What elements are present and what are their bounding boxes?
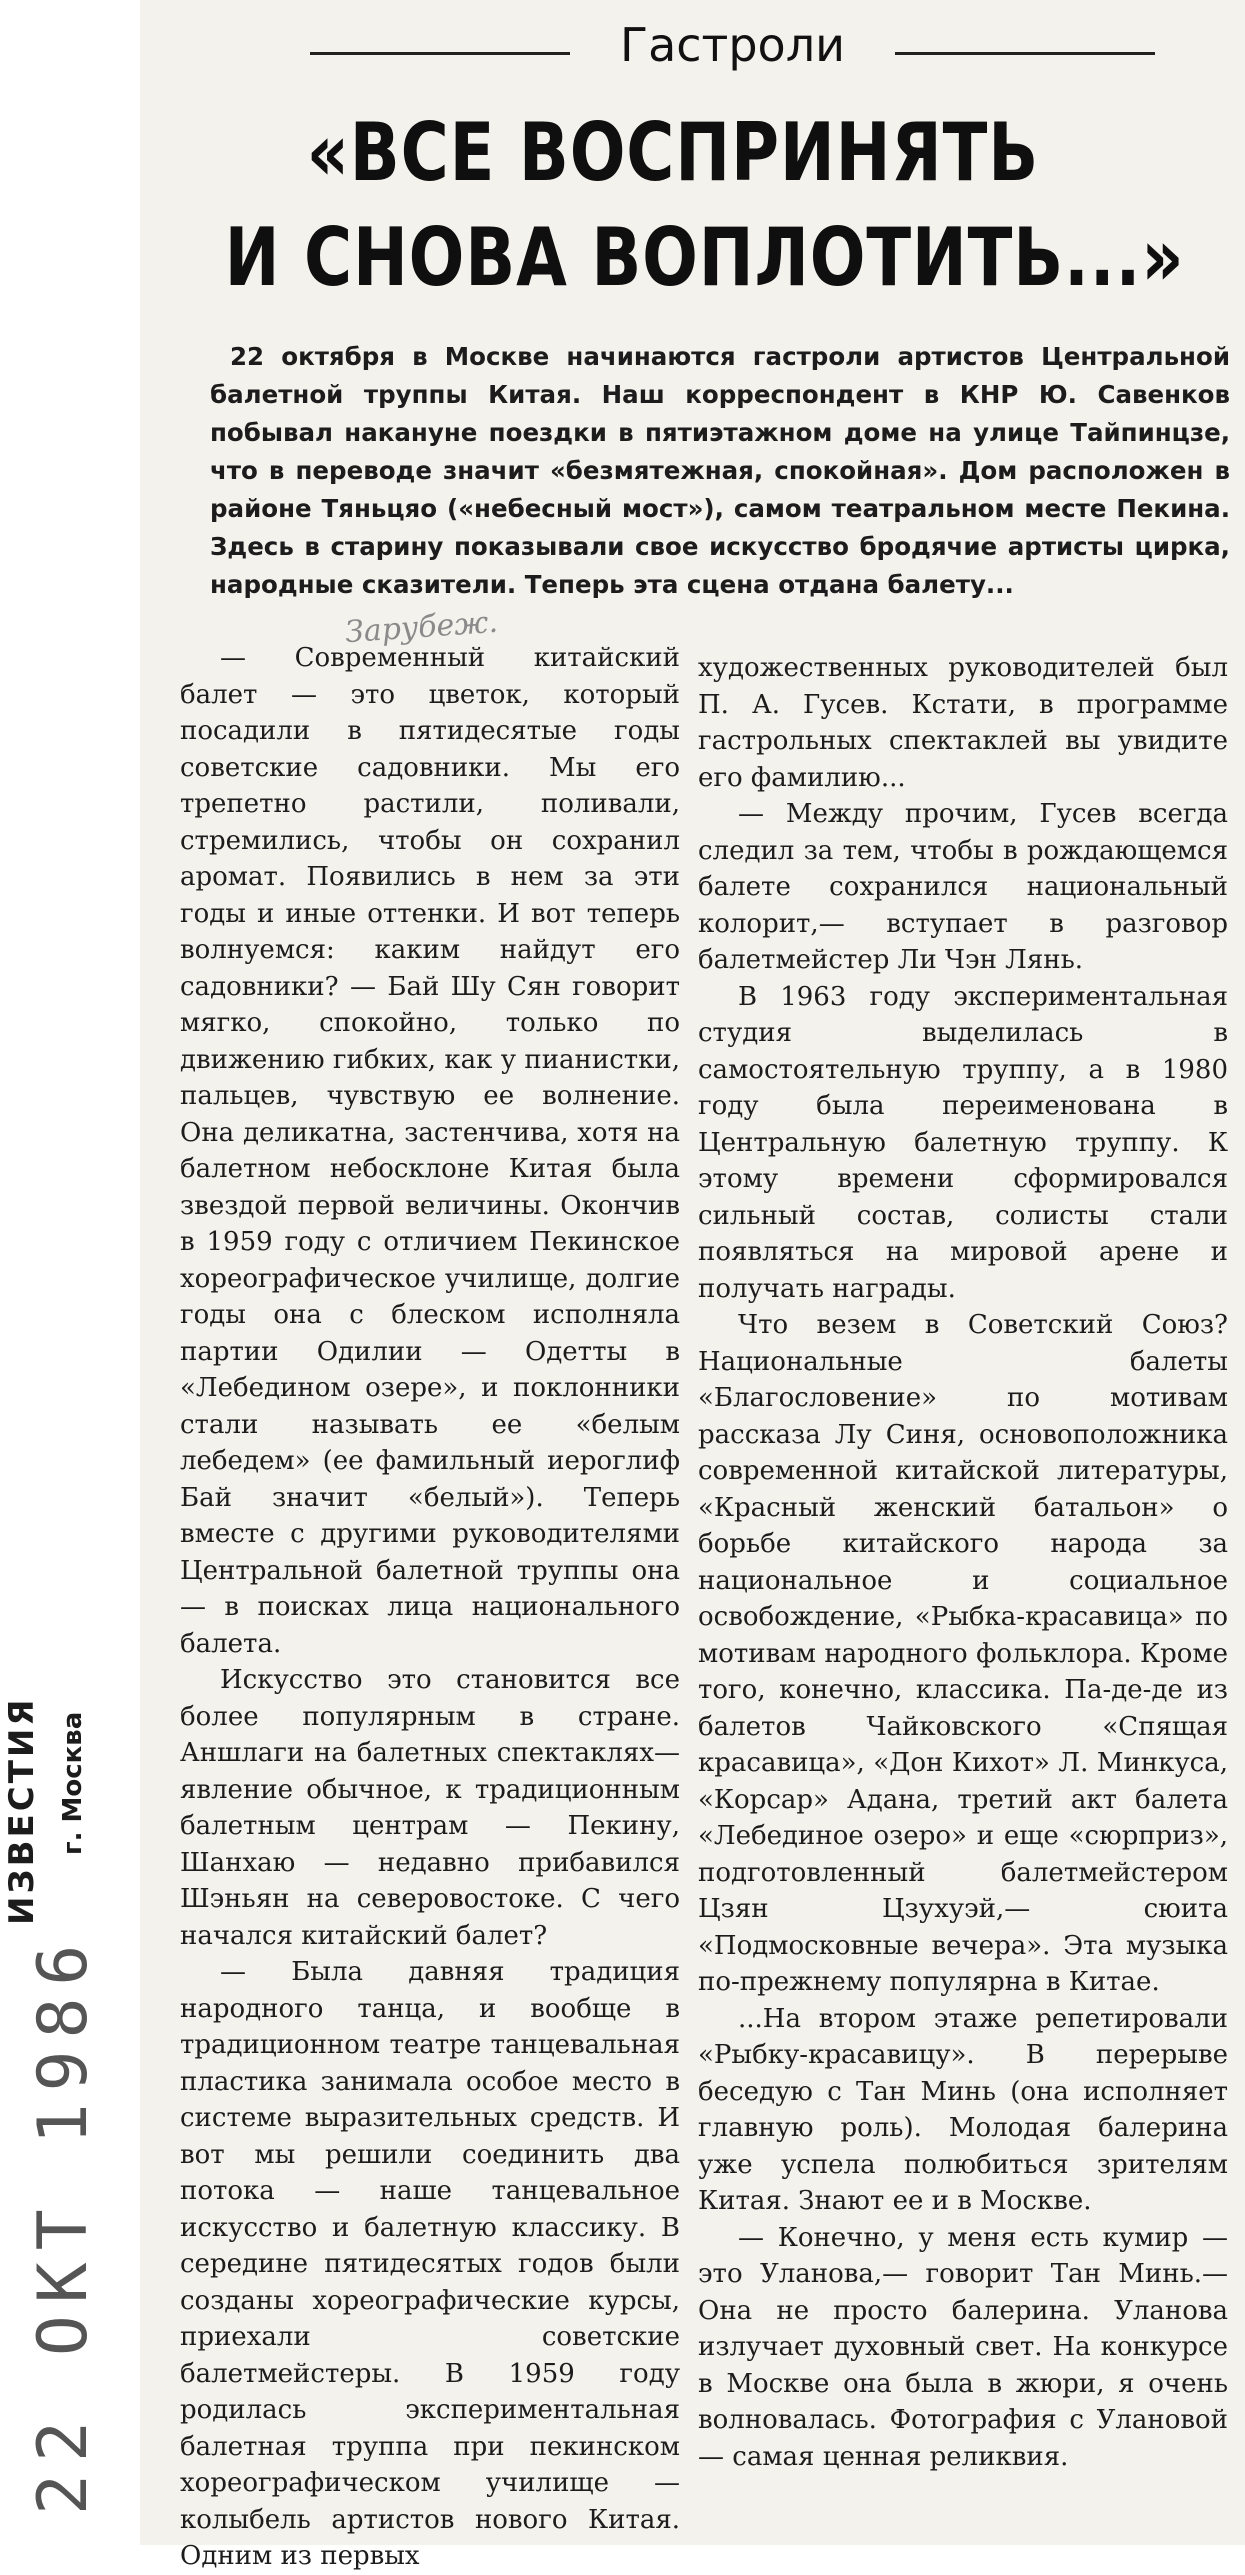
- rubric-rule-left: [310, 52, 570, 55]
- rubric-title: Гастроли: [620, 18, 845, 72]
- paragraph: ...На втором этаже репетировали «Рыбку-красавицу». В перерыве беседую с Тан Минь (она исполняет главную роль). Молодая балерина уже успела полюбиться зрителям Китая. Знают ее и в Москве.: [698, 2003, 1228, 2216]
- paragraph: — Конечно, у меня есть кумир — это Уланова,— говорит Тан Минь.— Она не просто балерина. Уланова излучает духовный свет. На конкурсе в Москве она была в жюри, я очень волновалась. Фотография с Улановой — самая ценная реликвия.: [698, 2222, 1228, 2472]
- article-lead: 22 октября в Москве начинаются гастроли артистов Центральной балетной труппы Китая. Наш корреспондент в КНР Ю. Савенков побывал накануне поездки в пятиэтажном доме на улице Тайпинцзе, что в переводе значит «безмятежная, спокойная». Дом расположен в районе Тяньцяо («небесный мост»), самом театральном месте Пекина. Здесь в старину показывали свое искусство бродячие артисты цирка, народные сказители. Теперь эта сцена отдана балету...: [210, 342, 1230, 599]
- handwritten-note: Зарубеж.: [343, 604, 499, 651]
- paragraph: Что везем в Советский Союз? Национальные балеты «Благословение» по мотивам рассказа Лу Синя, основоположника современной китайской литературы, «Красный женский батальон» о борьбе китайского народа за национальное и социальное освобождение, «Рыбка-красавица» по мотивам народного фольклора. Кроме того, конечно, классика. Па-де-де из балетов Чайковского «Спящая красавица», «Дон Кихот» Л. Минкуса, «Корсар» Адана, третий акт балета «Лебединое озеро» и еще «сюрприз», подготовленный балетмейстером Цзян Цзухуэй,— сюита «Подмосковные вечера». Эта музыка по-прежнему популярна в Китае.: [698, 1310, 1228, 1997]
- rubric-header: [310, 10, 1155, 80]
- headline-line-2: И СНОВА ВОПЛОТИТЬ...»: [224, 211, 1185, 304]
- paragraph: — Была давняя традиция народного танца, и вообще в традиционном театре танцевальная пластика занимала особое место в системе выразительных средств. И вот мы решили соединить два потока — наше танцевальное искусство и балетную классику. В середине пятидесятых годов были созданы хореографические курсы, приехали советские балетмейстеры. В 1959 году родилась экспериментальная балетная труппа при пекинском хореографическом училище — колыбель артистов нового Китая. Одним из первых: [180, 1957, 680, 2571]
- paragraph: художественных руководителей был П. А. Гусев. Кстати, в программе гастрольных спектаклей вы увидите его фамилию...: [698, 653, 1228, 793]
- stamp-city: г. Москва: [58, 1711, 88, 1855]
- rubric-rule-right: [895, 52, 1155, 55]
- stamp-date: 22 ОКТ 1986: [24, 1932, 103, 2515]
- stamp-publication-name: [2, 1815, 47, 1925]
- paragraph: — Современный китайский балет — это цветок, который посадили в пятидесятые годы советские садовники. Мы его трепетно растили, поливали, стремились, чтобы он сохранил аромат. Появились в нем за эти годы и иные оттенки. И вот теперь волнуемся: каким найдут его садовники? — Бай Шу Сян говорит мягко, спокойно, только по движению гибких, как у пианистки, пальцев, чувствую ее волнение. Она деликатна, застенчива, хотя на балетном небосклоне Китая была звездой первой величины. Окончив в 1959 году с отличием Пекинское хореографическое училище, долгие годы она с блеском исполняла партии Одилии — Одетты в «Лебедином озере», и поклонники стали называть ее «белым лебедем» (ее фамильный иероглиф Бай значит «белый»). Теперь вместе с другими руководителями Центральной балетной труппы она — в поисках лица национального балета.: [180, 643, 680, 1659]
- paragraph: В 1963 году экспериментальная студия выделилась в самостоятельную труппу, а в 1980 году была переименована в Центральную балетную труппу. К этому времени сформировался сильный состав, солисты стали появляться на мировой арене и получать награды.: [698, 981, 1228, 1304]
- article-headline: [200, 100, 1220, 310]
- paragraph: — Между прочим, Гусев всегда следил за тем, чтобы в рождающемся балете сохранился национальный колорит,— вступает в разговор балетмейстер Ли Чэн Лянь.: [698, 799, 1228, 975]
- article-column-right: [698, 650, 1228, 2475]
- paragraph: Искусство это становится все более популярным в стране. Аншлаги на балетных спектаклях—явление обычное, к традиционным балетным центрам — Пекину, Шанхаю — недавно прибавился Шэньян на северовостоке. С чего начался китайский балет?: [180, 1665, 680, 1951]
- article-column-left: [180, 640, 680, 2575]
- headline-line-1: «ВСЕ ВОСПРИНЯТЬ: [306, 106, 1040, 199]
